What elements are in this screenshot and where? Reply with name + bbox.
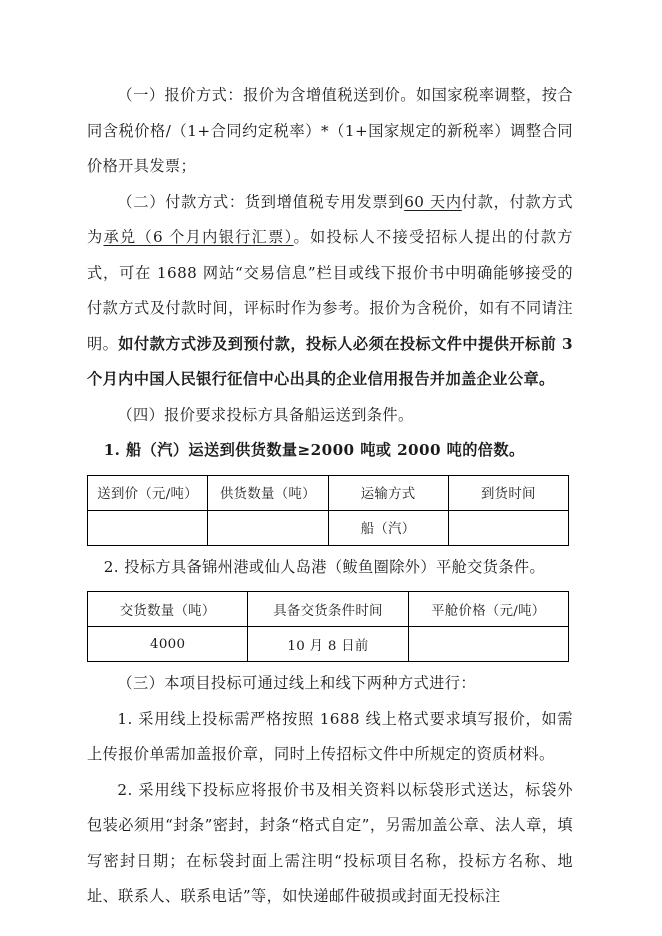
table2-cell-delivery-quantity[interactable]: 4000 xyxy=(88,627,248,662)
table2-cell-flat-cabin-price[interactable] xyxy=(408,627,568,662)
delivery-price-table xyxy=(87,475,569,546)
table2-header-delivery-condition-time: 具备交货条件时间 xyxy=(248,592,408,627)
payment-bold-credit-report: 如付款方式涉及到预付款，投标人必须在投标文件中提供开标前 3 个月内中国人民银行征信中心出具的企业信用报告并加盖企业公章。 xyxy=(87,334,573,388)
document-body xyxy=(87,78,573,915)
paragraph-bidding-methods: （三）本项目投标可通过线上和线下两种方式进行： xyxy=(117,674,476,692)
table1-header-supply-quantity: 供货数量（吨） xyxy=(208,475,328,510)
port-delivery-table xyxy=(87,591,569,662)
payment-underline-acceptance: 承兑（6 个月内银行汇票） xyxy=(103,228,294,246)
table1-header-delivered-price: 送到价（元/吨） xyxy=(88,475,208,510)
heading-port-delivery: 2. 投标方具备锦州港或仙人岛港（鲅鱼圈除外）平舱交货条件。 xyxy=(103,557,546,576)
table1-cell-transport-mode[interactable]: 船（汽） xyxy=(328,510,448,545)
heading-ship-quantity: 1. 船（汽）运送到供货数量≥2000 吨或 2000 吨的倍数。 xyxy=(103,441,525,459)
paragraph-payment-method xyxy=(87,185,573,398)
table2-header-delivery-quantity: 交货数量（吨） xyxy=(88,592,248,627)
paragraph-online-bidding: 1. 采用线上投标需严格按照 1688 线上格式要求填写报价，如需上传报价单需加盖报价章，同时上传招标文件中所规定的资质材料。 xyxy=(87,709,573,763)
paragraph-shipping-requirement: （四）报价要求投标方具备船运送到条件。 xyxy=(117,405,414,424)
table2-header-flat-cabin-price: 平舱价格（元/吨） xyxy=(408,592,568,627)
table1-header-transport-mode: 运输方式 xyxy=(328,475,448,510)
table-header-row xyxy=(88,475,569,510)
payment-text-part2: 付款，付款方式为 xyxy=(87,192,573,246)
table2-cell-delivery-condition-time[interactable]: 10 月 8 日前 xyxy=(248,627,408,662)
paragraph-quotation-method: （一）报价方式：报价为含增值税送到价。如国家税率调整，按合同含税价格/（1+合同约定税率）*（1+国家规定的新税率）调整合同价格开具发票； xyxy=(87,86,573,175)
table1-header-arrival-time: 到货时间 xyxy=(448,475,568,510)
payment-text-part3: 。如投标人不接受招标人提出的付款方式，可在 1688 网站“交易信息”栏目或线下报价书中明确能够接受的付款方式及付款时间，评标时作为参考。报价为含税价，如有不同请注明。 xyxy=(87,228,573,353)
table1-cell-arrival-time[interactable] xyxy=(448,510,568,545)
table1-cell-supply-quantity[interactable] xyxy=(208,510,328,545)
table1-cell-delivered-price[interactable] xyxy=(88,510,208,545)
table-header-row xyxy=(88,592,569,627)
table-row xyxy=(88,627,569,662)
payment-text-part1: （二）付款方式：货到增值税专用发票到 xyxy=(117,192,405,211)
table-row xyxy=(88,510,569,545)
paragraph-offline-bidding: 2. 采用线下投标应将报价书及相关资料以标袋形式送达，标袋外包装必须用“封条”密封，封条“格式自定”，另需加盖公章、法人章，填写密封日期；在标袋封面上需注明“投标项目名称，投标方名称、地址、联系人、联系电话”等，如快递邮件破损或封面无投标注 xyxy=(87,780,573,905)
payment-underline-days: 60 天内 xyxy=(404,192,462,211)
